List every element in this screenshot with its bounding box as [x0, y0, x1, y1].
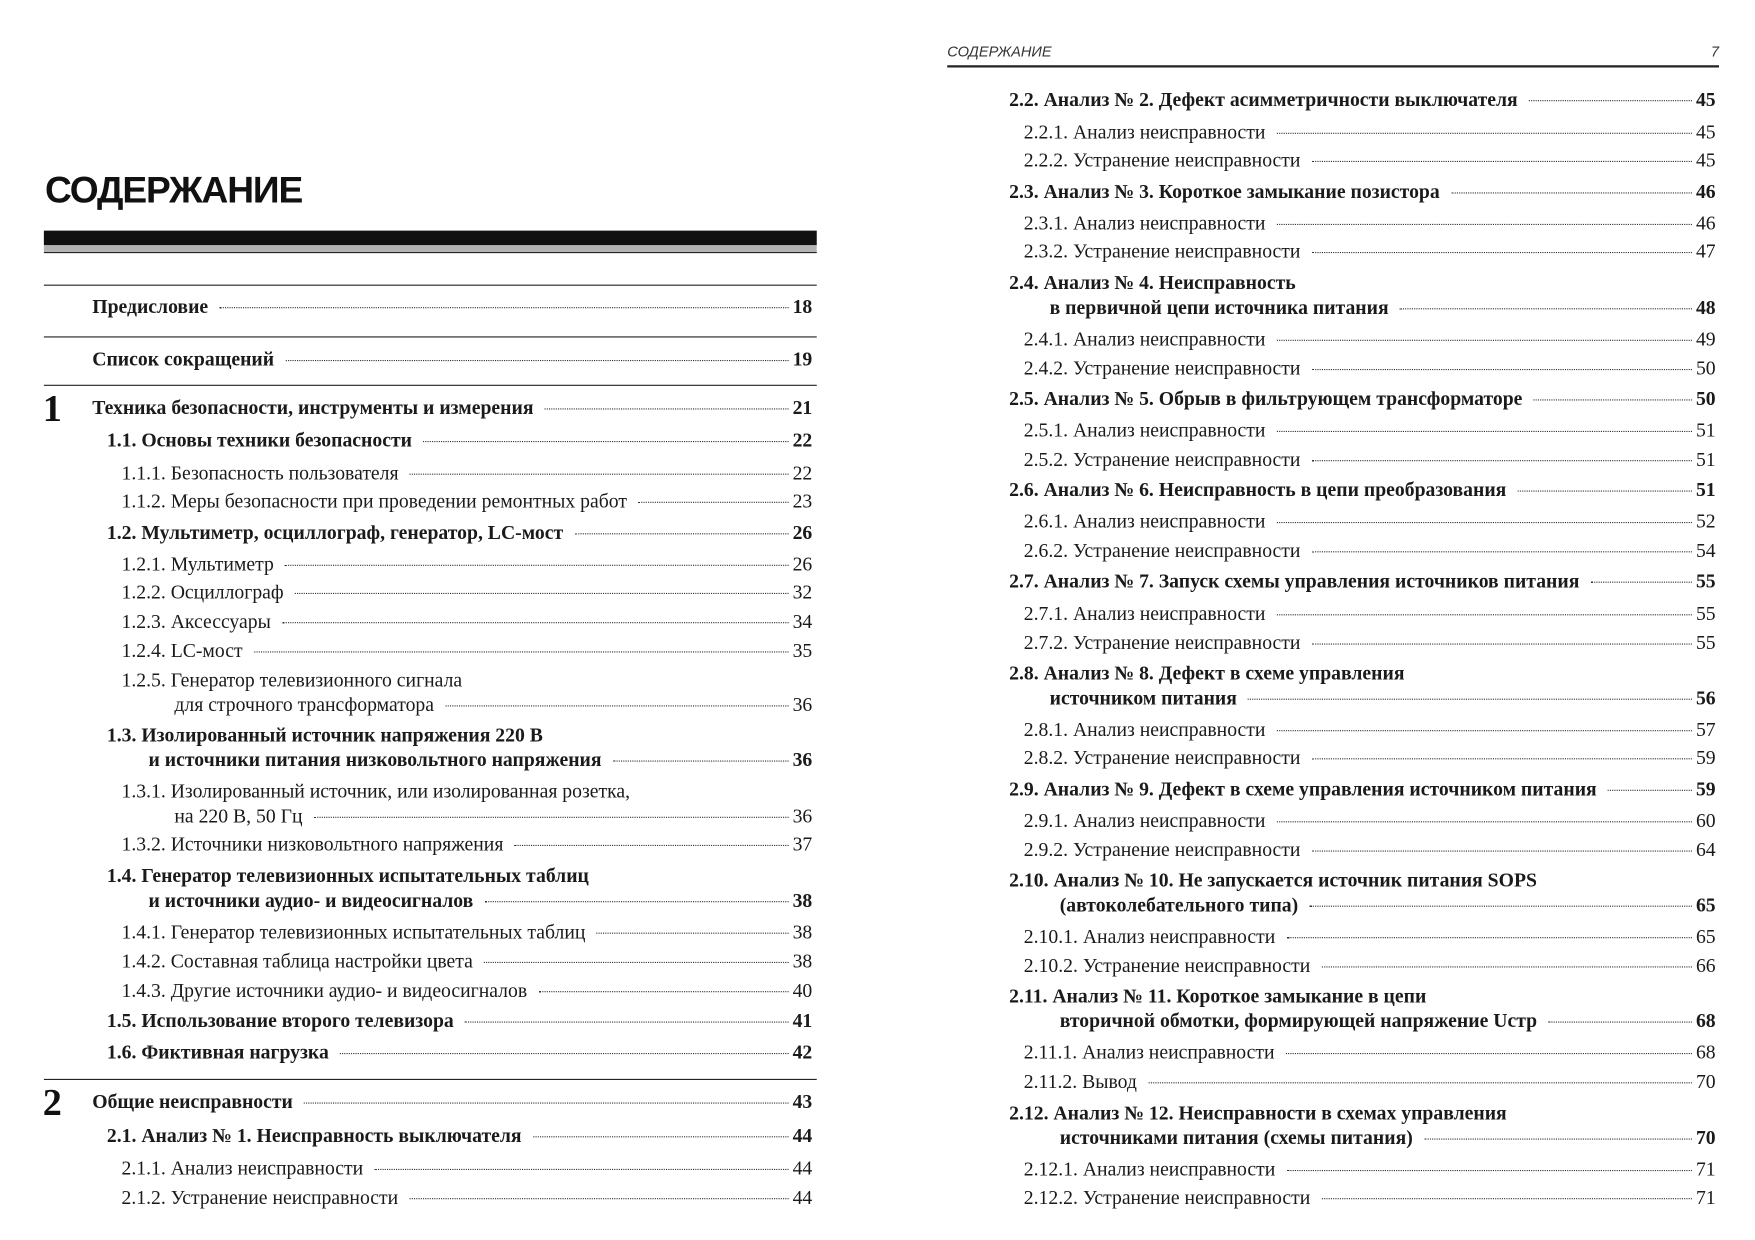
toc-entry[interactable]	[174, 692, 812, 717]
toc-entry-title: 1.4.1. Генератор телевизионных испытательных таблиц	[121, 920, 586, 943]
toc-entry-title: 2.8.2. Устранение неисправности	[1023, 745, 1301, 769]
divider	[44, 385, 817, 386]
toc-page-number: 38	[792, 888, 813, 912]
dot-leader	[1312, 851, 1692, 852]
toc-entry[interactable]	[1060, 1125, 1716, 1150]
dot-leader	[1312, 758, 1692, 759]
page-number: 7	[1710, 42, 1719, 60]
divider	[44, 336, 817, 337]
dot-leader	[285, 565, 788, 566]
dot-leader	[538, 991, 788, 992]
toc-page-number: 35	[792, 639, 813, 662]
toc-page-number: 44	[792, 1156, 813, 1179]
toc-entry-title: 2.6.1. Анализ неисправности	[1023, 509, 1266, 533]
toc-page-number: 23	[792, 489, 813, 512]
dot-leader	[374, 1169, 788, 1170]
toc-entry[interactable]	[1009, 568, 1716, 593]
toc-page-number: 57	[1695, 717, 1716, 741]
toc-page-number: 65	[1695, 893, 1716, 916]
toc-entry-line[interactable]	[1009, 867, 1537, 892]
toc-page-number: 47	[1695, 239, 1716, 263]
dot-leader	[1277, 522, 1692, 523]
toc-entry-title: 2.11. Анализ № 11. Короткое замыкание в цепи	[1009, 984, 1427, 1007]
toc-entry-line[interactable]	[122, 779, 631, 804]
toc-entry[interactable]	[1024, 538, 1716, 563]
toc-entry-title: 2.11.2. Вывод	[1023, 1069, 1137, 1093]
toc-page-number: 32	[792, 580, 813, 603]
toc-page-number: 46	[1695, 180, 1716, 203]
toc-page-number: 68	[1695, 1040, 1716, 1064]
dot-leader	[597, 933, 788, 934]
toc-entry[interactable]	[1024, 601, 1716, 626]
dot-leader	[1309, 906, 1691, 907]
toc-page-number: 54	[1695, 538, 1716, 562]
dot-leader	[613, 761, 788, 762]
title-bar-gray	[44, 245, 817, 252]
dot-leader	[1312, 369, 1692, 370]
toc-page-number: 71	[1695, 1157, 1716, 1181]
toc-entry[interactable]	[1060, 892, 1716, 917]
toc-entry[interactable]	[122, 609, 813, 634]
toc-entry-title: 2.1.1. Анализ неисправности	[121, 1156, 364, 1179]
toc-entry[interactable]	[1024, 1185, 1716, 1210]
dot-leader	[515, 845, 788, 846]
toc-entry-title: 1.3.2. Источники низковольтного напряжения	[121, 832, 504, 855]
dot-leader	[638, 502, 788, 503]
toc-entry-title: 1.2. Мультиметр, осциллограф, генератор, LC-мост	[106, 520, 564, 544]
toc-entry[interactable]	[1060, 1008, 1716, 1033]
toc-entry[interactable]	[1009, 386, 1716, 411]
toc-page-number: 36	[792, 693, 813, 716]
toc-entry-title: 1.4. Генератор телевизионных испытательных таблиц	[106, 864, 589, 887]
toc-page-number: 59	[1695, 777, 1716, 800]
toc-page-number: 51	[1695, 418, 1716, 441]
toc-page-number: 71	[1695, 1185, 1716, 1209]
toc-entry-title: в первичной цепи источника питания	[1049, 295, 1389, 319]
dot-leader	[1312, 161, 1692, 162]
page-title: СОДЕРЖАНИЕ	[45, 168, 303, 211]
toc-entry[interactable]	[92, 347, 812, 372]
toc-entry[interactable]	[1024, 837, 1716, 862]
toc-page-number: 70	[1695, 1126, 1716, 1149]
toc-entry[interactable]	[122, 1185, 813, 1210]
toc-entry-title: 1.3.1. Изолированный источник, или изолированная розетка,	[121, 779, 631, 803]
dot-leader	[1424, 1139, 1691, 1140]
toc-page-number: 52	[1695, 509, 1716, 533]
toc-entry-title: на 220 В, 50 Гц	[174, 804, 303, 827]
dot-leader	[409, 1198, 788, 1199]
dot-leader	[1312, 460, 1692, 461]
title-bar-black	[44, 231, 817, 246]
dot-leader	[1277, 133, 1692, 134]
toc-entry[interactable]	[1009, 179, 1716, 204]
dot-leader	[1591, 582, 1692, 583]
toc-entry[interactable]	[174, 803, 812, 828]
toc-entry-line[interactable]	[1009, 270, 1296, 295]
toc-page-number: 19	[792, 347, 813, 371]
toc-entry[interactable]	[1024, 808, 1716, 833]
toc-entry[interactable]	[122, 978, 813, 1003]
toc-page-number: 45	[1695, 120, 1716, 143]
dot-leader	[1312, 252, 1692, 253]
dot-leader	[1312, 644, 1692, 645]
toc-entry-title: вторичной обмотки, формирующей напряжение Uстр	[1059, 1009, 1538, 1032]
toc-entry-title: 1.4.3. Другие источники аудио- и видеосигналов	[121, 978, 528, 1002]
toc-page-number: 44	[792, 1185, 813, 1209]
toc-entry-title: Общие неисправности	[92, 1090, 293, 1113]
toc-entry[interactable]	[1024, 417, 1716, 442]
dot-leader	[285, 360, 788, 361]
toc-entry[interactable]	[122, 551, 813, 576]
dot-leader	[1400, 308, 1692, 309]
toc-entry-title: 1.1.2. Меры безопасности при проведении ремонтных работ	[121, 489, 627, 512]
dot-leader	[1277, 340, 1692, 341]
dot-leader	[1287, 1170, 1692, 1171]
toc-entry-title: 1.6. Фиктивная нагрузка	[106, 1040, 329, 1064]
toc-entry-line[interactable]	[1009, 983, 1426, 1008]
toc-entry-title: 2.2. Анализ № 2. Дефект асимметричности выключателя	[1009, 87, 1518, 111]
toc-entry[interactable]	[1050, 295, 1716, 320]
toc-entry-title: 1.1. Основы техники безопасности	[106, 428, 412, 452]
dot-leader	[254, 651, 788, 652]
dot-leader	[1312, 551, 1692, 552]
dot-leader	[1518, 491, 1692, 492]
toc-page-number: 45	[1695, 87, 1716, 111]
toc-entry-line[interactable]	[107, 722, 543, 747]
toc-entry[interactable]	[122, 579, 813, 604]
toc-entry-title: 1.5. Использование второго телевизора	[106, 1009, 454, 1032]
toc-entry[interactable]	[1024, 953, 1716, 978]
dot-leader	[1277, 431, 1692, 432]
toc-entry-title: 2.5.2. Устранение неисправности	[1023, 447, 1301, 471]
toc-entry[interactable]	[1024, 630, 1716, 655]
toc-page-number: 22	[792, 461, 813, 484]
toc-entry[interactable]	[1024, 239, 1716, 264]
dot-leader	[1322, 966, 1692, 967]
toc-entry-title: 2.8. Анализ № 8. Дефект в схеме управления	[1009, 661, 1405, 684]
dot-leader	[295, 593, 788, 594]
toc-entry[interactable]	[122, 919, 813, 944]
toc-entry-title: 2.2.1. Анализ неисправности	[1023, 120, 1266, 143]
toc-entry-title: 2.4.2. Устранение неисправности	[1023, 356, 1301, 380]
toc-entry-title: 2.7.1. Анализ неисправности	[1023, 601, 1266, 625]
toc-entry-line[interactable]	[1009, 660, 1404, 685]
toc-entry[interactable]	[107, 1040, 812, 1065]
toc-page-number: 45	[1695, 148, 1716, 171]
toc-entry-title: 2.4. Анализ № 4. Неисправность	[1009, 271, 1296, 294]
toc-page-number: 70	[1695, 1069, 1716, 1093]
toc-entry[interactable]	[1024, 1069, 1716, 1094]
toc-page-number: 21	[792, 396, 813, 419]
toc-page-number: 34	[792, 609, 813, 633]
toc-entry-title: 2.12.2. Устранение неисправности	[1023, 1185, 1311, 1209]
toc-entry[interactable]	[1024, 447, 1716, 472]
dot-leader	[1529, 100, 1691, 101]
toc-page-number: 26	[792, 520, 813, 544]
toc-page-number: 37	[792, 832, 813, 855]
divider	[44, 285, 817, 286]
toc-entry[interactable]	[1024, 509, 1716, 534]
toc-page-number: 55	[1695, 601, 1716, 625]
dot-leader	[1608, 790, 1691, 791]
divider	[44, 1079, 817, 1080]
toc-page-number: 38	[792, 920, 813, 943]
dot-leader	[1277, 821, 1692, 822]
toc-entry[interactable]	[122, 638, 813, 663]
toc-entry[interactable]	[149, 747, 813, 772]
toc-entry-title: 2.10.1. Анализ неисправности	[1023, 924, 1276, 948]
toc-page-number: 38	[792, 949, 813, 972]
toc-page-number: 66	[1695, 954, 1716, 977]
toc-entry-title: 2.9. Анализ № 9. Дефект в схеме управления источником питания	[1009, 777, 1597, 800]
toc-entry-title: 1.2.2. Осциллограф	[121, 580, 284, 603]
toc-entry[interactable]	[122, 488, 813, 513]
toc-entry[interactable]	[122, 460, 813, 485]
dot-leader	[1148, 1082, 1691, 1083]
dot-leader	[1277, 614, 1692, 615]
toc-entry-title: и источники питания низковольтного напряжения	[148, 748, 602, 771]
toc-page-number: 36	[792, 804, 813, 827]
toc-entry-title: 1.1.1. Безопасность пользователя	[121, 461, 399, 484]
toc-entry-title: 2.10. Анализ № 10. Не запускается источник питания SOPS	[1009, 868, 1537, 891]
toc-entry-title: для строчного трансформатора	[174, 693, 435, 716]
toc-entry[interactable]	[107, 428, 812, 453]
toc-entry-line[interactable]	[107, 863, 589, 888]
toc-entry-title: 1.2.3. Аксессуары	[121, 609, 271, 633]
toc-entry[interactable]	[1009, 87, 1716, 112]
toc-entry[interactable]	[1050, 685, 1716, 710]
toc-page-number: 18	[792, 294, 813, 318]
toc-page-number: 41	[792, 1009, 813, 1032]
toc-entry[interactable]	[1024, 745, 1716, 770]
toc-entry-title: 2.9.2. Устранение неисправности	[1023, 838, 1301, 861]
toc-entry[interactable]	[92, 1089, 812, 1114]
toc-page-number: 36	[792, 748, 813, 771]
toc-entry-title: и источники аудио- и видеосигналов	[148, 888, 474, 912]
toc-entry[interactable]	[1024, 210, 1716, 235]
toc-entry[interactable]	[1024, 1040, 1716, 1065]
toc-entry[interactable]	[1024, 147, 1716, 172]
toc-entry-title: 2.5. Анализ № 5. Обрыв в фильтрующем трансформаторе	[1009, 387, 1523, 410]
toc-entry[interactable]	[92, 395, 812, 420]
toc-entry-line[interactable]	[1009, 1100, 1507, 1125]
toc-entry-title: 1.2.1. Мультиметр	[121, 552, 274, 575]
toc-entry-title: 2.8.1. Анализ неисправности	[1023, 717, 1266, 741]
toc-entry-title: Список сокращений	[92, 347, 275, 371]
toc-entry[interactable]	[122, 831, 813, 856]
toc-entry[interactable]	[107, 1123, 812, 1148]
toc-page-number: 51	[1695, 478, 1716, 501]
toc-entry-title: 2.7. Анализ № 7. Запуск схемы управления источников питания	[1009, 569, 1580, 592]
toc-entry[interactable]	[122, 1155, 813, 1180]
toc-page-number: 60	[1695, 808, 1716, 832]
dot-leader	[484, 962, 788, 963]
toc-entry[interactable]	[1024, 356, 1716, 381]
toc-page-number: 43	[792, 1090, 813, 1113]
dot-leader	[304, 1103, 788, 1104]
dot-leader	[340, 1053, 788, 1054]
toc-entry-line[interactable]	[122, 667, 463, 692]
toc-entry[interactable]	[149, 888, 813, 913]
dot-leader	[1451, 192, 1691, 193]
toc-entry-title: 1.2.4. LC-мост	[121, 639, 243, 662]
dot-leader	[410, 474, 788, 475]
dot-leader	[282, 622, 788, 623]
toc-page-number: 22	[792, 428, 813, 452]
toc-entry-title: 2.3.2. Устранение неисправности	[1023, 239, 1301, 263]
toc-entry-title: 2.3. Анализ № 3. Короткое замыкание позистора	[1009, 180, 1440, 203]
toc-entry[interactable]	[1024, 326, 1716, 351]
toc-entry-title: 2.6.2. Устранение неисправности	[1023, 538, 1301, 562]
toc-entry-title: 2.5.1. Анализ неисправности	[1023, 418, 1266, 441]
toc-entry[interactable]	[1024, 1157, 1716, 1182]
toc-entry-title: Техника безопасности, инструменты и измерения	[92, 396, 534, 419]
dot-leader	[545, 408, 788, 409]
dot-leader	[445, 705, 788, 706]
dot-leader	[485, 901, 789, 902]
toc-entry-title: 1.4.2. Составная таблица настройки цвета	[121, 949, 473, 972]
dot-leader	[219, 307, 788, 308]
toc-page-number: 40	[792, 978, 813, 1002]
toc-entry-title: источником питания	[1049, 686, 1237, 709]
dot-leader	[314, 817, 788, 818]
toc-entry-title: 2.1.2. Устранение неисправности	[121, 1185, 399, 1209]
toc-page-number: 48	[1695, 295, 1716, 319]
dot-leader	[423, 441, 788, 442]
toc-page-number: 50	[1695, 387, 1716, 410]
dot-leader	[533, 1136, 788, 1137]
running-head: СОДЕРЖАНИЕ	[947, 42, 1052, 60]
toc-entry[interactable]	[1024, 924, 1716, 949]
toc-entry-title: 2.1. Анализ № 1. Неисправность выключателя	[106, 1123, 522, 1147]
toc-entry-title: Предисловие	[92, 294, 209, 318]
toc-page-number: 44	[792, 1123, 813, 1147]
toc-entry-title: источниками питания (схемы питания)	[1059, 1126, 1413, 1149]
toc-entry[interactable]	[122, 948, 813, 973]
toc-page-number: 59	[1695, 745, 1716, 769]
dot-leader	[1286, 1053, 1692, 1054]
toc-entry[interactable]	[1009, 776, 1716, 801]
chapter-number: 1	[42, 388, 62, 430]
toc-page-number: 51	[1695, 447, 1716, 471]
toc-entry-title: 2.11.1. Анализ неисправности	[1023, 1040, 1275, 1064]
toc-entry-title: (автоколебательного типа)	[1059, 893, 1299, 916]
toc-entry[interactable]	[107, 520, 812, 545]
toc-page-number: 42	[792, 1040, 813, 1064]
toc-entry-title: 2.3.1. Анализ неисправности	[1023, 211, 1266, 234]
dot-leader	[1287, 937, 1692, 938]
toc-page-number: 56	[1695, 686, 1716, 709]
toc-entry[interactable]	[92, 294, 812, 319]
toc-entry-title: 2.10.2. Устранение неисправности	[1023, 954, 1311, 977]
toc-entry[interactable]	[1024, 717, 1716, 742]
toc-page-number: 49	[1695, 327, 1716, 350]
dot-leader	[1548, 1022, 1691, 1023]
toc-entry[interactable]	[1024, 119, 1716, 144]
divider	[44, 252, 817, 253]
dot-leader	[465, 1022, 788, 1023]
toc-page-number: 65	[1695, 924, 1716, 948]
toc-entry-title: 2.12. Анализ № 12. Неисправности в схемах управления	[1009, 1101, 1507, 1124]
toc-page-number: 68	[1695, 1009, 1716, 1032]
toc-entry-title: 2.12.1. Анализ неисправности	[1023, 1157, 1276, 1181]
toc-entry-title: 2.4.1. Анализ неисправности	[1023, 327, 1266, 350]
toc-page-number: 26	[792, 552, 813, 575]
toc-page-number: 55	[1695, 569, 1716, 592]
toc-page-number: 50	[1695, 356, 1716, 380]
dot-leader	[1248, 699, 1691, 700]
dot-leader	[1322, 1198, 1692, 1199]
toc-entry[interactable]	[1009, 477, 1716, 502]
toc-page-number: 64	[1695, 838, 1716, 861]
toc-entry-title: 2.2.2. Устранение неисправности	[1023, 148, 1301, 171]
toc-entry-title: 1.3. Изолированный источник напряжения 220 В	[106, 723, 543, 746]
chapter-number: 2	[42, 1082, 62, 1124]
dot-leader	[574, 533, 788, 534]
toc-entry-title: 2.7.2. Устранение неисправности	[1023, 631, 1301, 654]
dot-leader	[1277, 224, 1692, 225]
toc-entry-title: 1.2.5. Генератор телевизионного сигнала	[121, 668, 463, 691]
running-head-rule	[947, 65, 1719, 67]
toc-entry[interactable]	[107, 1008, 812, 1033]
toc-page-number: 46	[1695, 211, 1716, 234]
dot-leader	[1534, 399, 1692, 400]
toc-page-number: 55	[1695, 631, 1716, 654]
dot-leader	[1277, 730, 1692, 731]
toc-entry-title: 2.9.1. Анализ неисправности	[1023, 808, 1266, 832]
toc-entry-title: 2.6. Анализ № 6. Неисправность в цепи преобразования	[1009, 478, 1507, 501]
